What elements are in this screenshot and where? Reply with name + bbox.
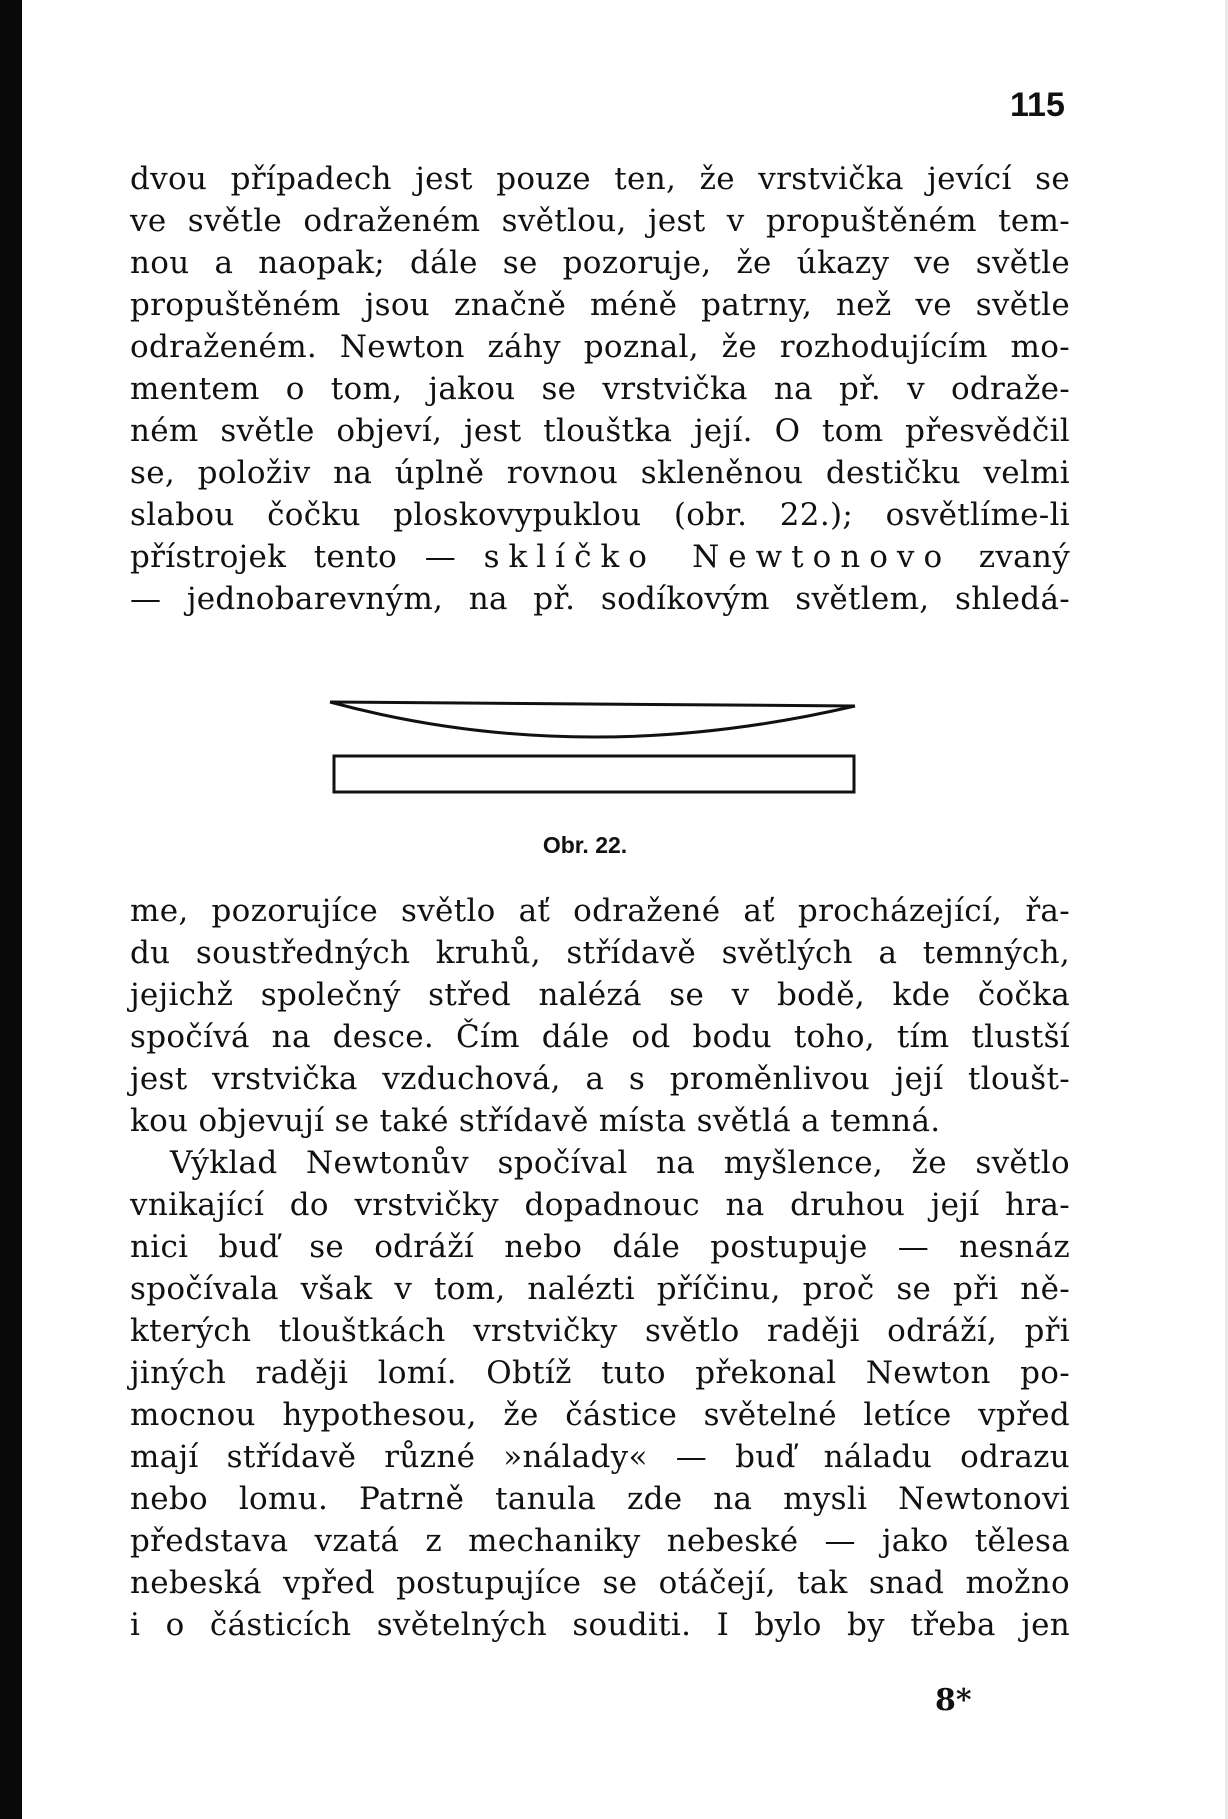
- text-line: představa vzatá z mechaniky nebeské — jako tělesa: [130, 1523, 1070, 1559]
- text-line: kou objevují se také střídavě místa světlá a temná.: [130, 1103, 941, 1139]
- text-line: kterých tlouštkách vrstvičky světlo raději odráží, při: [130, 1313, 1070, 1349]
- text-line: propuštěném jsou značně méně patrny, než ve světle: [130, 287, 1070, 323]
- text-line: i o částicích světelných souditi. I bylo by třeba jen: [130, 1607, 1070, 1643]
- lens-curved-bottom: [330, 702, 855, 737]
- text-line: nebeská vpřed postupujíce se otáčejí, tak snad možno: [130, 1565, 1070, 1601]
- text-line: mají střídavě různé »nálady« — buď náladu odrazu: [130, 1439, 1070, 1475]
- text-line: spočívala však v tom, nalézti příčinu, proč se při ně-: [130, 1271, 1070, 1307]
- text-line: vnikající do vrstvičky dopadnouc na druhou její hra-: [130, 1187, 1070, 1223]
- text-line: se, položiv na úplně rovnou skleněnou destičku velmi: [130, 455, 1070, 491]
- newton-rings-figure: [320, 690, 860, 800]
- signature-mark: 8*: [935, 1683, 972, 1718]
- text-line: spočívá na desce. Čím dále od bodu toho, tím tlustší: [130, 1019, 1070, 1055]
- text-line: mocnou hypothesou, že částice světelné letíce vpřed: [130, 1397, 1070, 1433]
- lens-flat-top: [330, 702, 855, 706]
- text-line: dvou případech jest pouze ten, že vrstvička jevící se: [130, 161, 1070, 197]
- text-line: mentem o tom, jakou se vrstvička na př. v odraže-: [130, 371, 1070, 407]
- paragraph-start-line: Výklad Newtonův spočíval na myšlence, že světlo: [170, 1145, 1070, 1181]
- text-line: nebo lomu. Patrně tanula zde na mysli Newtonovi: [130, 1481, 1070, 1517]
- text-line: nici buď se odráží nebo dále postupuje — nesnáz: [130, 1229, 1070, 1265]
- text-line: slabou čočku ploskovypuklou (obr. 22.); osvětlíme-li: [130, 497, 1070, 533]
- text-line: — jednobarevným, na př. sodíkovým světlem, shledá-: [130, 581, 1070, 617]
- text-line-spaced: [130, 536, 1070, 578]
- text-line: jiných raději lomí. Obtíž tuto překonal Newton po-: [130, 1355, 1070, 1391]
- scan-edge-left: [0, 0, 22, 1819]
- spaced-term: sklíčko Newtonovo: [483, 539, 952, 575]
- text-fragment: zvaný: [978, 539, 1071, 575]
- text-line: jest vrstvička vzduchová, a s proměnlivou její tloušt-: [130, 1061, 1070, 1097]
- text-line: du soustředných kruhů, střídavě světlých a temných,: [130, 935, 1070, 971]
- text-line: nou a naopak; dále se pozoruje, že úkazy ve světle: [130, 245, 1070, 281]
- page-number: 115: [1010, 86, 1065, 124]
- glass-plate: [334, 756, 854, 792]
- text-line: me, pozorujíce světlo ať odražené ať procházející, řa-: [130, 893, 1070, 929]
- text-line: jejichž společný střed nalézá se v bodě, kde čočka: [130, 977, 1070, 1013]
- text-line: ném světle objeví, jest tlouštka její. O tom přesvědčil: [130, 413, 1070, 449]
- text-fragment: přístrojek tento —: [130, 539, 456, 575]
- figure-caption: Obr. 22.: [542, 832, 628, 858]
- text-line: odraženém. Newton záhy poznal, že rozhodujícím mo-: [130, 329, 1070, 365]
- text-line: ve světle odraženém světlou, jest v propuštěném tem-: [130, 203, 1070, 239]
